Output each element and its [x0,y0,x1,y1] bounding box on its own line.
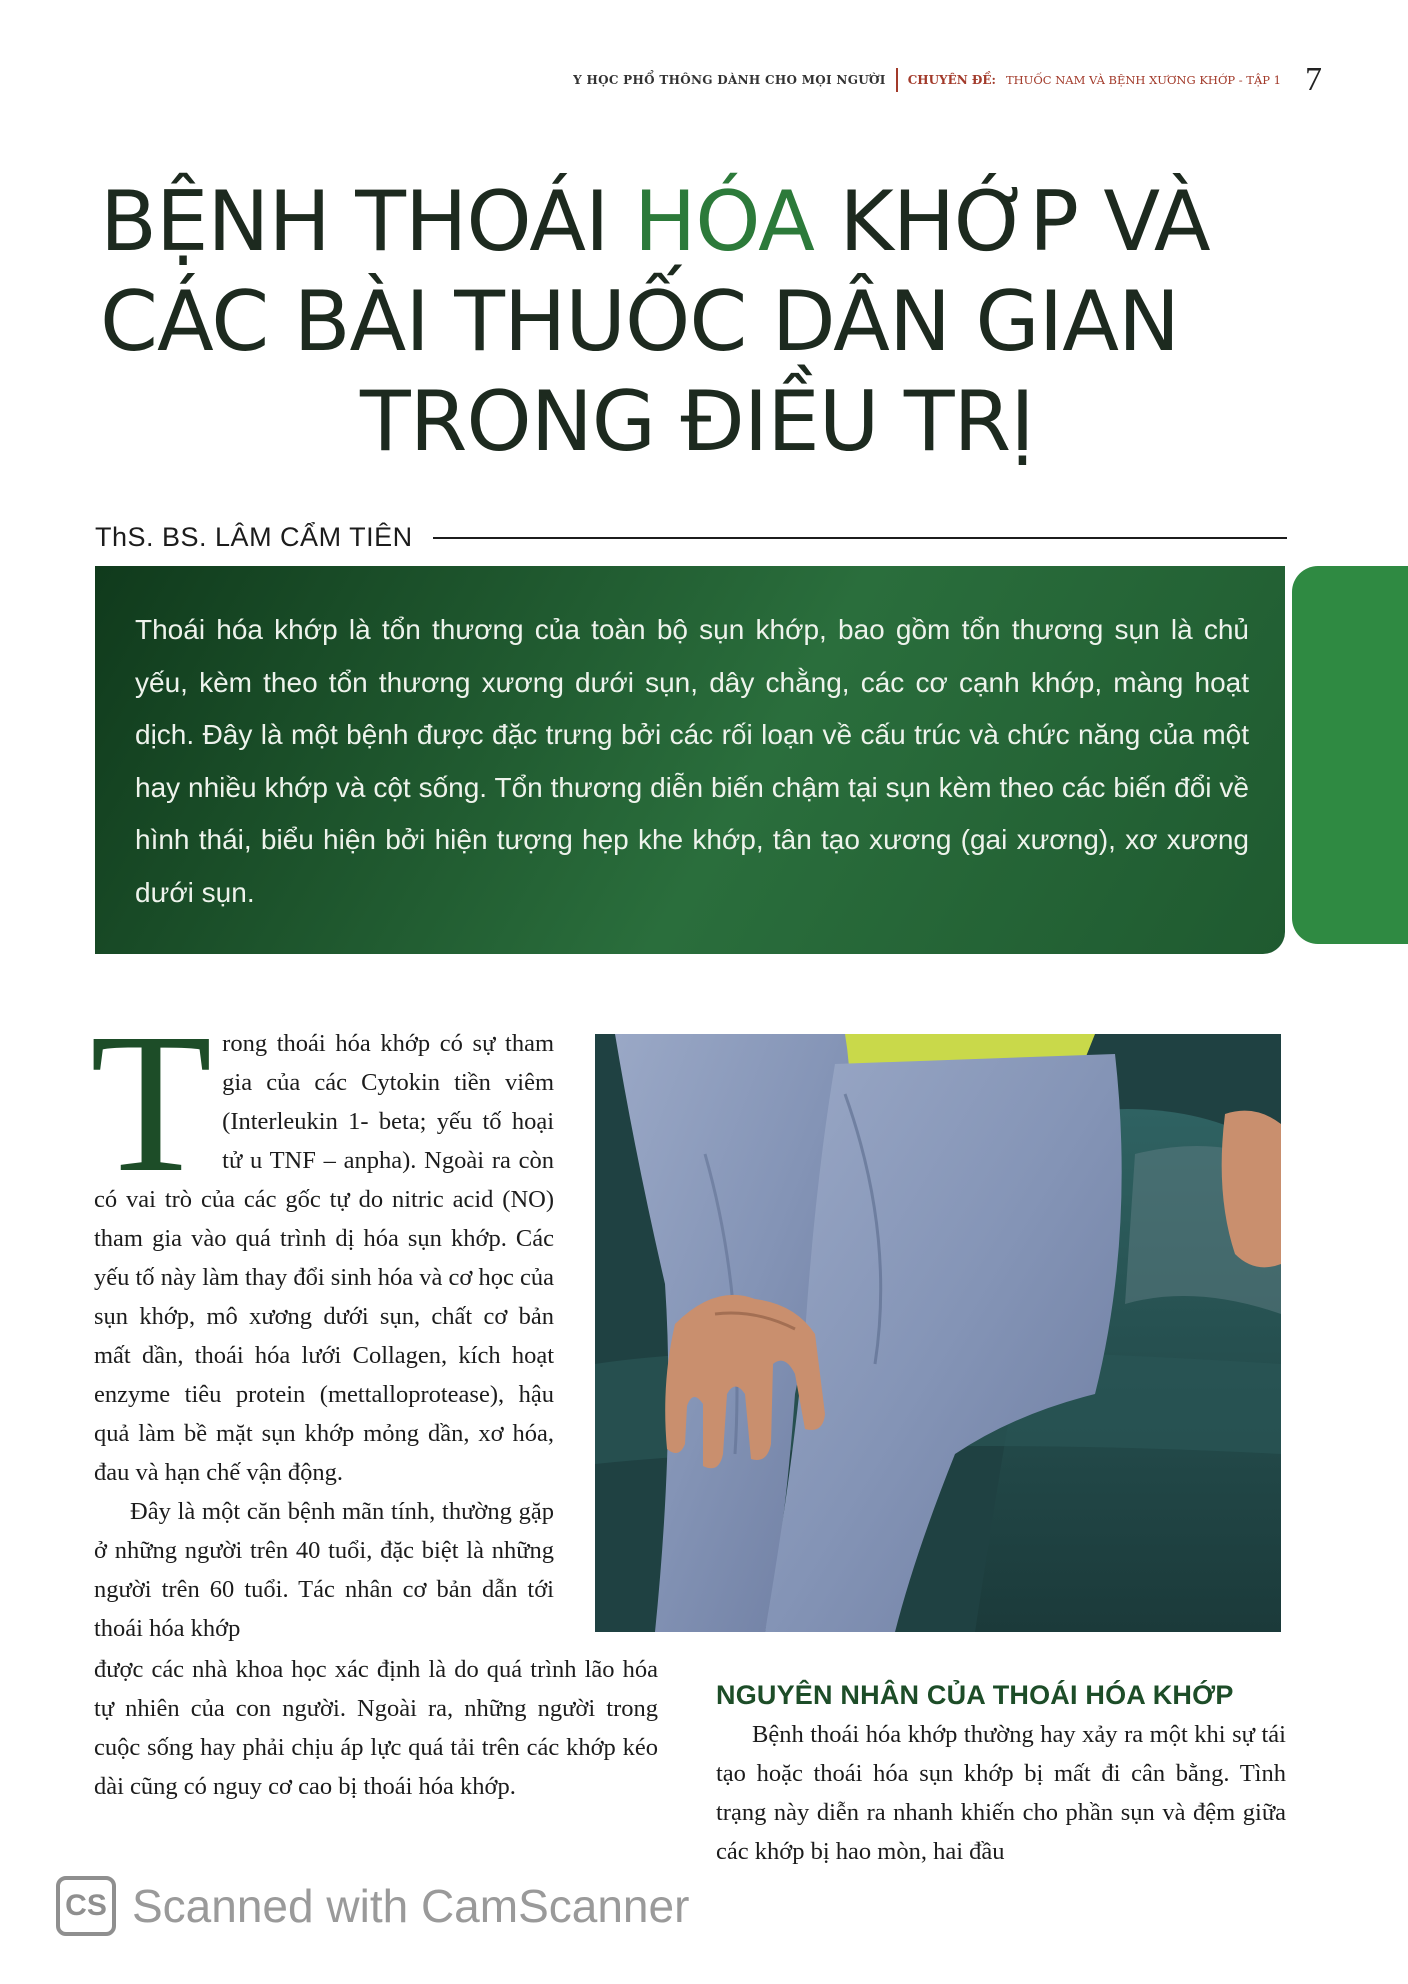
left-column [90,993,554,1648]
header-category: CHUYÊN ĐỀ: [907,73,996,87]
right-column [716,1680,1286,1871]
page-number: 7 [1305,61,1322,98]
camscanner-logo-icon: CS [56,1876,116,1936]
publication-name: Y HỌC PHỔ THÔNG DÀNH CHO MỌI NGƯỜI [573,73,886,87]
article-title [60,172,1360,472]
knee-pain-photo [595,1034,1281,1632]
running-header [573,62,1322,98]
camscanner-watermark [56,1876,689,1936]
photo-illustration [595,1034,1281,1632]
body-paragraph-1: rong thoái hóa khớp có sự tham gia của các Cytokin tiền viêm (Interleukin 1- beta; yếu tố hoại tử u TNF – anpha). Ngoài ra còn có vai trò của các gốc tự do nitric acid (NO) tham gia vào quá trình dị hóa sụn khớp. Các yếu tố này làm thay đổi sinh hóa và cơ học của sụn khớp, mô xương dưới sụn, chất cơ bản mất dần, thoái hóa lưới Collagen, kích hoạt enzyme tiêu protein (mettalloprotease), hậu quả làm bề mặt sụn khớp mỏng dần, xơ hóa, đau và hạn chế vận động. [94,1030,554,1486]
author-name: ThS. BS. LÂM CẨM TIÊN [95,522,413,552]
abstract-box [95,566,1285,954]
section-paragraph: Bệnh thoái hóa khớp thường hay xảy ra một khi sự tái tạo hoặc thoái hóa sụn khớp bị mất đi cân bằng. Tình trạng này diễn ra nhanh khiến cho phần sụn và đệm giữa các khớp bị hao mòn, hai đầu [716,1721,1286,1865]
section-heading: NGUYÊN NHÂN CỦA THOÁI HÓA KHỚP [716,1680,1234,1710]
body-paragraph-2: Đây là một căn bệnh mãn tính, thường gặp ở những người trên 40 tuổi, đặc biệt là những người trên 60 tuổi. Tác nhân cơ bản dẫn tới thoái hóa khớp [94,1498,554,1642]
title-line-1-part-3: KHỚP VÀ [813,173,1210,270]
title-line-2: CÁC BÀI THUỐC DÂN GIAN [100,273,1180,370]
byline-rule [433,537,1287,539]
header-divider [896,68,898,92]
byline [95,522,1287,553]
title-line-1-part-1: BỆNH THOÁI [100,173,634,270]
left-column-continued [94,1650,658,1806]
title-line-1 [60,172,1360,272]
watermark-text: Scanned with CamScanner [132,1880,690,1932]
abstract-text: Thoái hóa khớp là tổn thương của toàn bộ sụn khớp, bao gồm tổn thương sụn là chủ yếu, kèm theo tổn thương xương dưới sụn, dây chằng, các cơ cạnh khớp, màng hoạt dịch. Đây là một bệnh được đặc trưng bởi các rối loạn về cấu trúc và chức năng của một hay nhiều khớp và cột sống. Tổn thương diễn biến chậm tại sụn kèm theo các biến đổi về hình thái, biểu hiện bởi hiện tượng hẹp khe khớp, tân tạo xương (gai xương), xơ xương dưới sụn. [135,614,1249,908]
title-line-1-highlight: HÓA [633,173,814,270]
body-paragraph-2-continued: được các nhà khoa học xác định là do quá trình lão hóa tự nhiên của con người. Ngoài ra, những người trong cuộc sống hay phải chịu áp lực quá tải trên các khớp kéo dài cũng có nguy cơ cao bị thoái hóa khớp. [94,1656,658,1800]
drop-cap: T [90,993,213,1214]
header-topic: THUỐC NAM VÀ BỆNH XƯƠNG KHỚP - TẬP 1 [1005,73,1281,87]
side-tab [1292,566,1408,944]
title-line-3: TRONG ĐIỀU TRỊ [360,373,1034,470]
